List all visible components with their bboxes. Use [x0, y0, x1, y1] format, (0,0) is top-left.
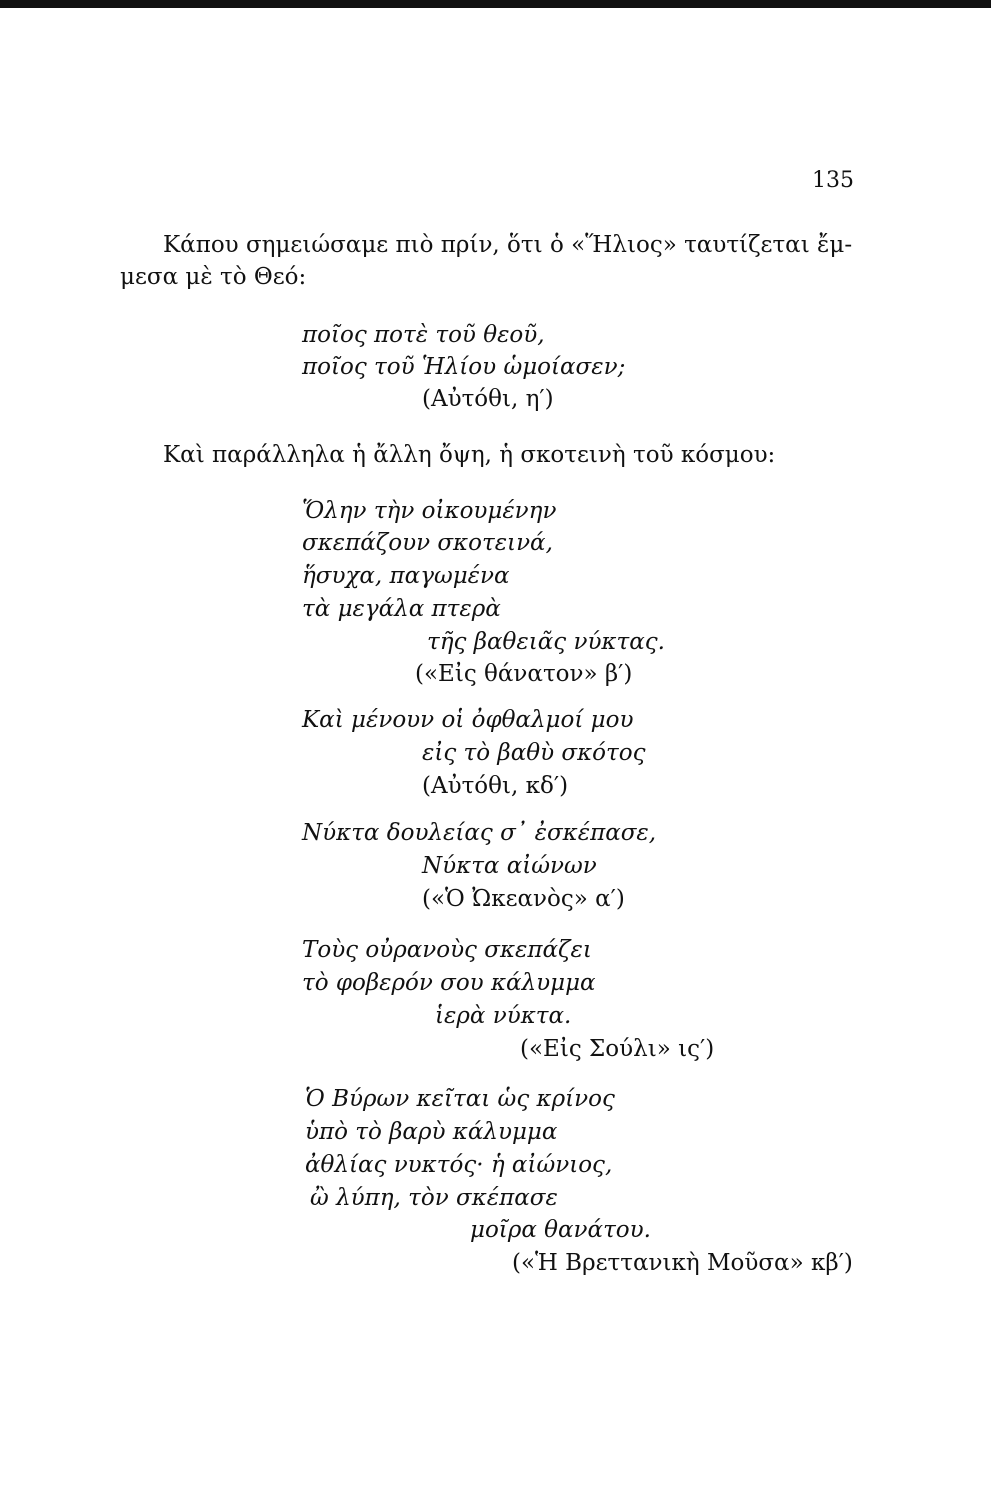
- stanza2-verse-3: ἥσυχα, παγωμένα: [302, 563, 510, 589]
- stanza1-verse-1: ποῖος ποτὲ τοῦ θεοῦ,: [302, 322, 545, 348]
- stanza3-verse-1: Καὶ μένουν οἱ ὀφθαλμοί μου: [302, 707, 634, 733]
- stanza2-verse-1: Ὅλην τὴν οἰκουμένην: [302, 498, 557, 524]
- stanza2-citation: («Εἰς θάνατον» β′): [415, 661, 633, 687]
- stanza3-verse-2: εἰς τὸ βαθὺ σκότος: [422, 740, 646, 766]
- page-number: 135: [812, 168, 854, 193]
- stanza5-verse-1: Τοὺς οὐρανοὺς σκεπάζει: [302, 937, 592, 963]
- stanza6-verse-1: Ὁ Βύρων κεῖται ὡς κρίνος: [305, 1086, 615, 1112]
- stanza3-citation: (Αὐτόθι, κδ′): [422, 773, 569, 799]
- stanza2-verse-5: τῆς βαθειᾶς νύκτας.: [427, 629, 665, 655]
- stanza5-verse-3: ἱερὰ νύκτα.: [435, 1003, 572, 1029]
- stanza4-citation: («Ὁ Ὠκεανὸς» α′): [422, 886, 625, 912]
- stanza2-verse-2: σκεπάζουν σκοτεινά,: [302, 530, 553, 556]
- stanza6-verse-3: ἀθλίας νυκτός· ἡ αἰώνιος,: [305, 1152, 613, 1178]
- stanza5-citation: («Εἰς Σούλι» ις′): [520, 1036, 715, 1062]
- intro-line-1: Κάπου σημειώσαμε πιὸ πρίν, ὅτι ὁ «Ἥλιος» ταυτίζεται ἔμ-: [163, 232, 853, 258]
- stanza6-verse-5: μοῖρα θανάτου.: [470, 1217, 651, 1243]
- stanza2-verse-4: τὰ μεγάλα πτερὰ: [302, 596, 501, 622]
- stanza6-verse-2: ὑπὸ τὸ βαρὺ κάλυμμα: [305, 1119, 558, 1145]
- stanza1-verse-2: ποῖος τοῦ Ἡλίου ὡμοίασεν;: [302, 354, 626, 380]
- stanza1-citation: (Αὐτόθι, η′): [422, 386, 554, 412]
- stanza6-verse-4: ὢ λύπη, τὸν σκέπασε: [310, 1185, 558, 1211]
- stanza6-citation: («Ἡ Βρεττανικὴ Μοῦσα» κβ′): [512, 1250, 853, 1276]
- intro-line-2: μεσα μὲ τὸ Θεό:: [120, 264, 307, 290]
- stanza5-verse-2: τὸ φοβερόν σου κάλυμμα: [302, 970, 596, 996]
- page-top-edge: [0, 0, 991, 8]
- stanza4-verse-1: Νύκτα δουλείας σ᾽ ἐσκέπασε,: [302, 820, 657, 846]
- transition-line: Καὶ παράλληλα ἡ ἄλλη ὄψη, ἡ σκοτεινὴ τοῦ κόσμου:: [163, 442, 776, 468]
- stanza4-verse-2: Νύκτα αἰώνων: [422, 853, 597, 879]
